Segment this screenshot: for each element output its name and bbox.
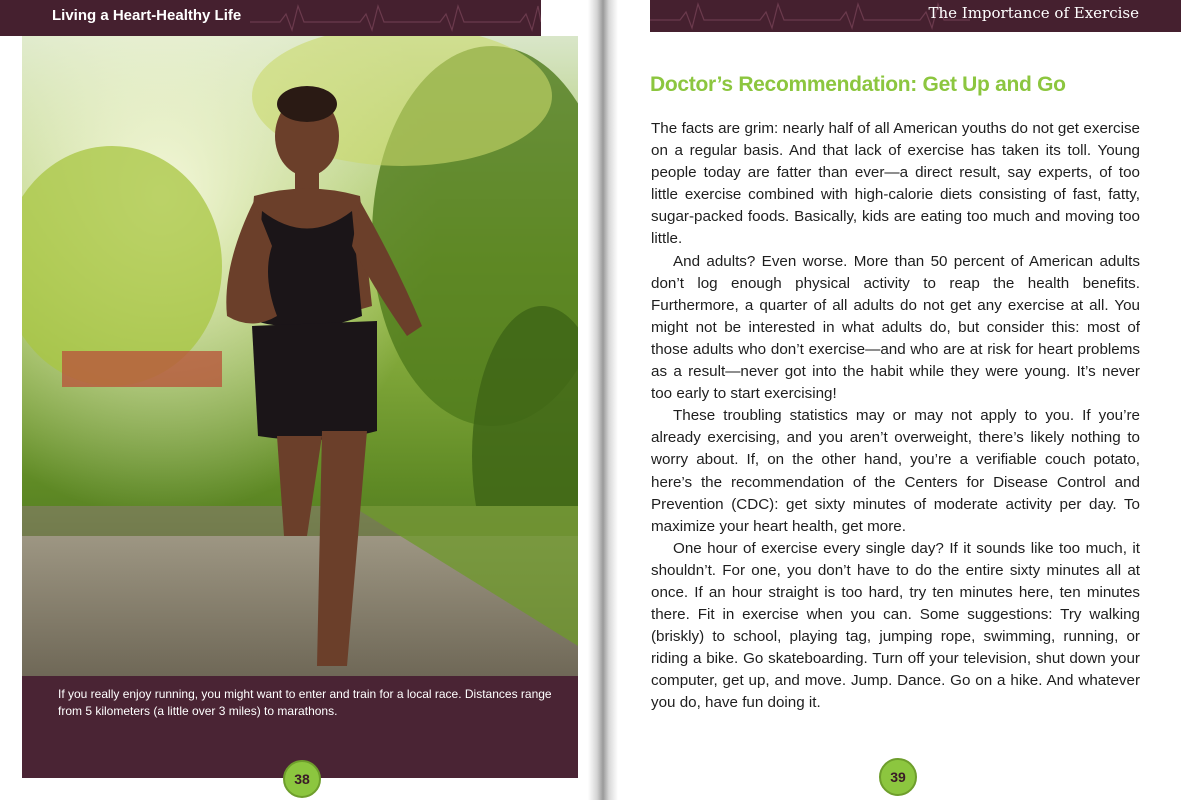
paragraph-4: One hour of exercise every single day? If it sounds like too much, it shouldn’t. For one, you don’t have to do the entire sixty minutes all at once. If an hour straight is too hard, try ten minutes here, ten minutes there. Fit in exercise when you can. Some suggestions: Try walking (briskly) to school, playing tag, jumping rope, swimming, running, or riding a bike. Go skateboarding. Turn off your television, shut down your computer, get up, and move. Jump. Dance. Go on a hike. And whatever you do, have fun doing it. <box>651 539 1140 712</box>
paragraph-3: These troubling statistics may or may not apply to you. If you’re already exercising, and you aren’t overweight, there’s likely nothing to worry about. If, on the other hand, you’re a verifiable couch potato, here’s the recommendation of the Centers for Disease Control and Prevention (CDC): get sixty minutes of moderate activity per day. To maximize your heart health, get more. <box>651 407 1140 535</box>
right-page <box>618 0 1181 800</box>
page-number-right: 39 <box>879 758 917 796</box>
woman-running-photo <box>22 36 578 676</box>
running-head-right: The Importance of Exercise <box>928 4 1139 22</box>
right-running-head-band <box>650 0 1181 32</box>
page-number-left: 38 <box>283 760 321 798</box>
book-gutter <box>588 0 618 800</box>
body-text <box>651 118 1140 715</box>
paragraph-2: And adults? Even worse. More than 50 percent of American adults don’t log enough physical activity to reap the health benefits. Furthermore, a quarter of all adults do not get any exercise at all. You might not be interested in what adults do, but consider this: most of those adults who don’t exercise—and who are at risk for heart problems as a result—never got into the habit while they were young. It’s never too early to start exercising! <box>651 252 1140 403</box>
paragraph-1: The facts are grim: nearly half of all American youths do not get exercise on a regular basis. And that lack of exercise has taken its toll. Young people today are fatter than ever—a direct result, say experts, of too little exercise combined with high-calorie diets consisting of fast, fatty, sugar-packed foods. Basically, kids are eating too much and moving too little. <box>651 120 1140 248</box>
running-head-left: Living a Heart-Healthy Life <box>52 7 242 24</box>
section-title: Doctor’s Recommendation: Get Up and Go <box>650 73 1066 96</box>
left-running-head-band <box>0 0 541 36</box>
photo-caption: If you really enjoy running, you might want to enter and train for a local race. Distances range from 5 kilometers (a little over 3 miles) to marathons. <box>58 687 552 718</box>
